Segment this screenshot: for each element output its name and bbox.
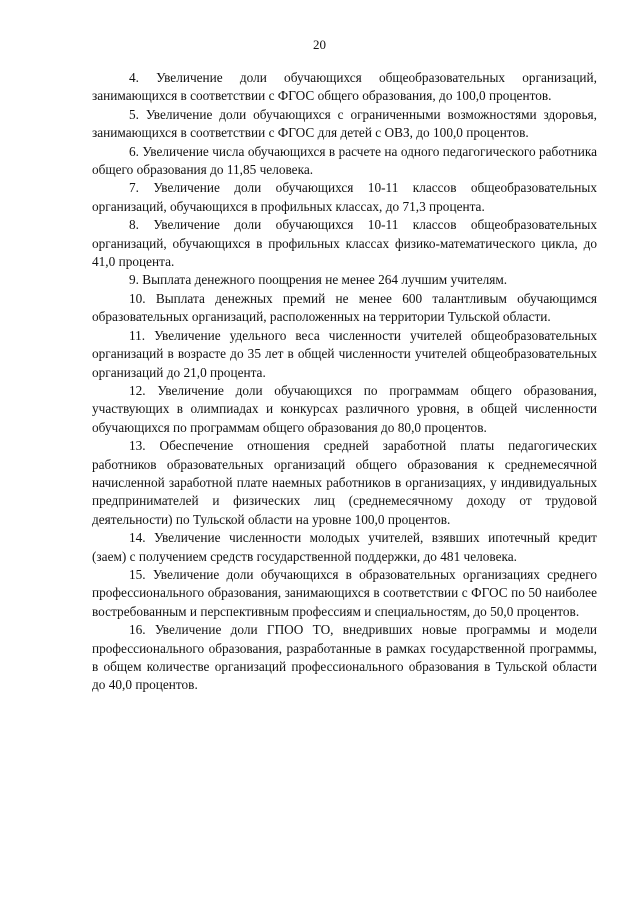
- paragraph-item-7: 7. Увеличение доли обучающихся 10-11 классов общеобразовательных организаций, обучающихся в профильных классах, до 71,3 процента.: [92, 180, 597, 214]
- paragraph-item-16: 16. Увеличение доли ГПОО ТО, внедривших новые программы и модели профессионального образования, разработанные в рамках государственной программы, в общем количестве организаций профессионального образования в Тульской области до 40,0 процентов.: [92, 622, 597, 693]
- paragraph-item-4: 4. Увеличение доли обучающихся общеобразовательных организаций, занимающихся в соответствии с ФГОС общего образования, до 100,0 процентов.: [92, 70, 597, 104]
- document-body: [92, 69, 597, 695]
- paragraph-item-11: 11. Увеличение удельного веса численности учителей общеобразовательных организаций в возрасте до 35 лет в общей численности учителей общеобразовательных организаций до 21,0 процента.: [92, 327, 597, 380]
- paragraph-item-15: 15. Увеличение доли обучающихся в образовательных организациях среднего профессионального образования, занимающихся в соответствии с ФГОС по 50 наиболее востребованным и перспективным профессиям и специальностям, до 50,0 процентов.: [92, 566, 597, 619]
- paragraph-item-6: 6. Увеличение числа обучающихся в расчете на одного педагогического работника общего образования до 11,85 человека.: [92, 143, 597, 178]
- page-number: 20: [313, 37, 326, 52]
- paragraph-item-5: 5. Увеличение доли обучающихся с ограниченными возможностями здоровья, занимающихся в соответствии с ФГОС для детей с ОВЗ, до 100,0 процентов.: [92, 106, 597, 141]
- paragraph-item-10: 10. Выплата денежных премий не менее 600 талантливым обучающимся образовательных организаций, расположенных на территории Тульской области.: [92, 290, 597, 325]
- paragraph-item-13: 13. Обеспечение отношения средней заработной платы педагогических работников образовательных организаций общего образования к среднемесячной начисленной заработной плате наемных работников в организациях, у индивидуальных предпринимателей и физических лиц (среднемесячному доходу от трудовой деятельности) по Тульской области на уровне 100,0 процентов.: [92, 438, 597, 527]
- paragraph-item-14: 14. Увеличение численности молодых учителей, взявших ипотечный кредит (заем) с получением средств государственной поддержки, до 481 человека.: [92, 530, 597, 564]
- paragraph-item-12: 12. Увеличение доли обучающихся по программам общего образования, участвующих в олимпиадах и конкурсах различного уровня, в общей численности обучающихся по программам общего образования до 80,0 процентов.: [92, 382, 597, 435]
- paragraph-item-8: 8. Увеличение доли обучающихся 10-11 классов общеобразовательных организаций, обучающихся в профильных классах физико-математического цикла, до 41,0 процента.: [92, 217, 597, 270]
- paragraph-item-9: 9. Выплата денежного поощрения не менее 264 лучшим учителям.: [129, 272, 508, 288]
